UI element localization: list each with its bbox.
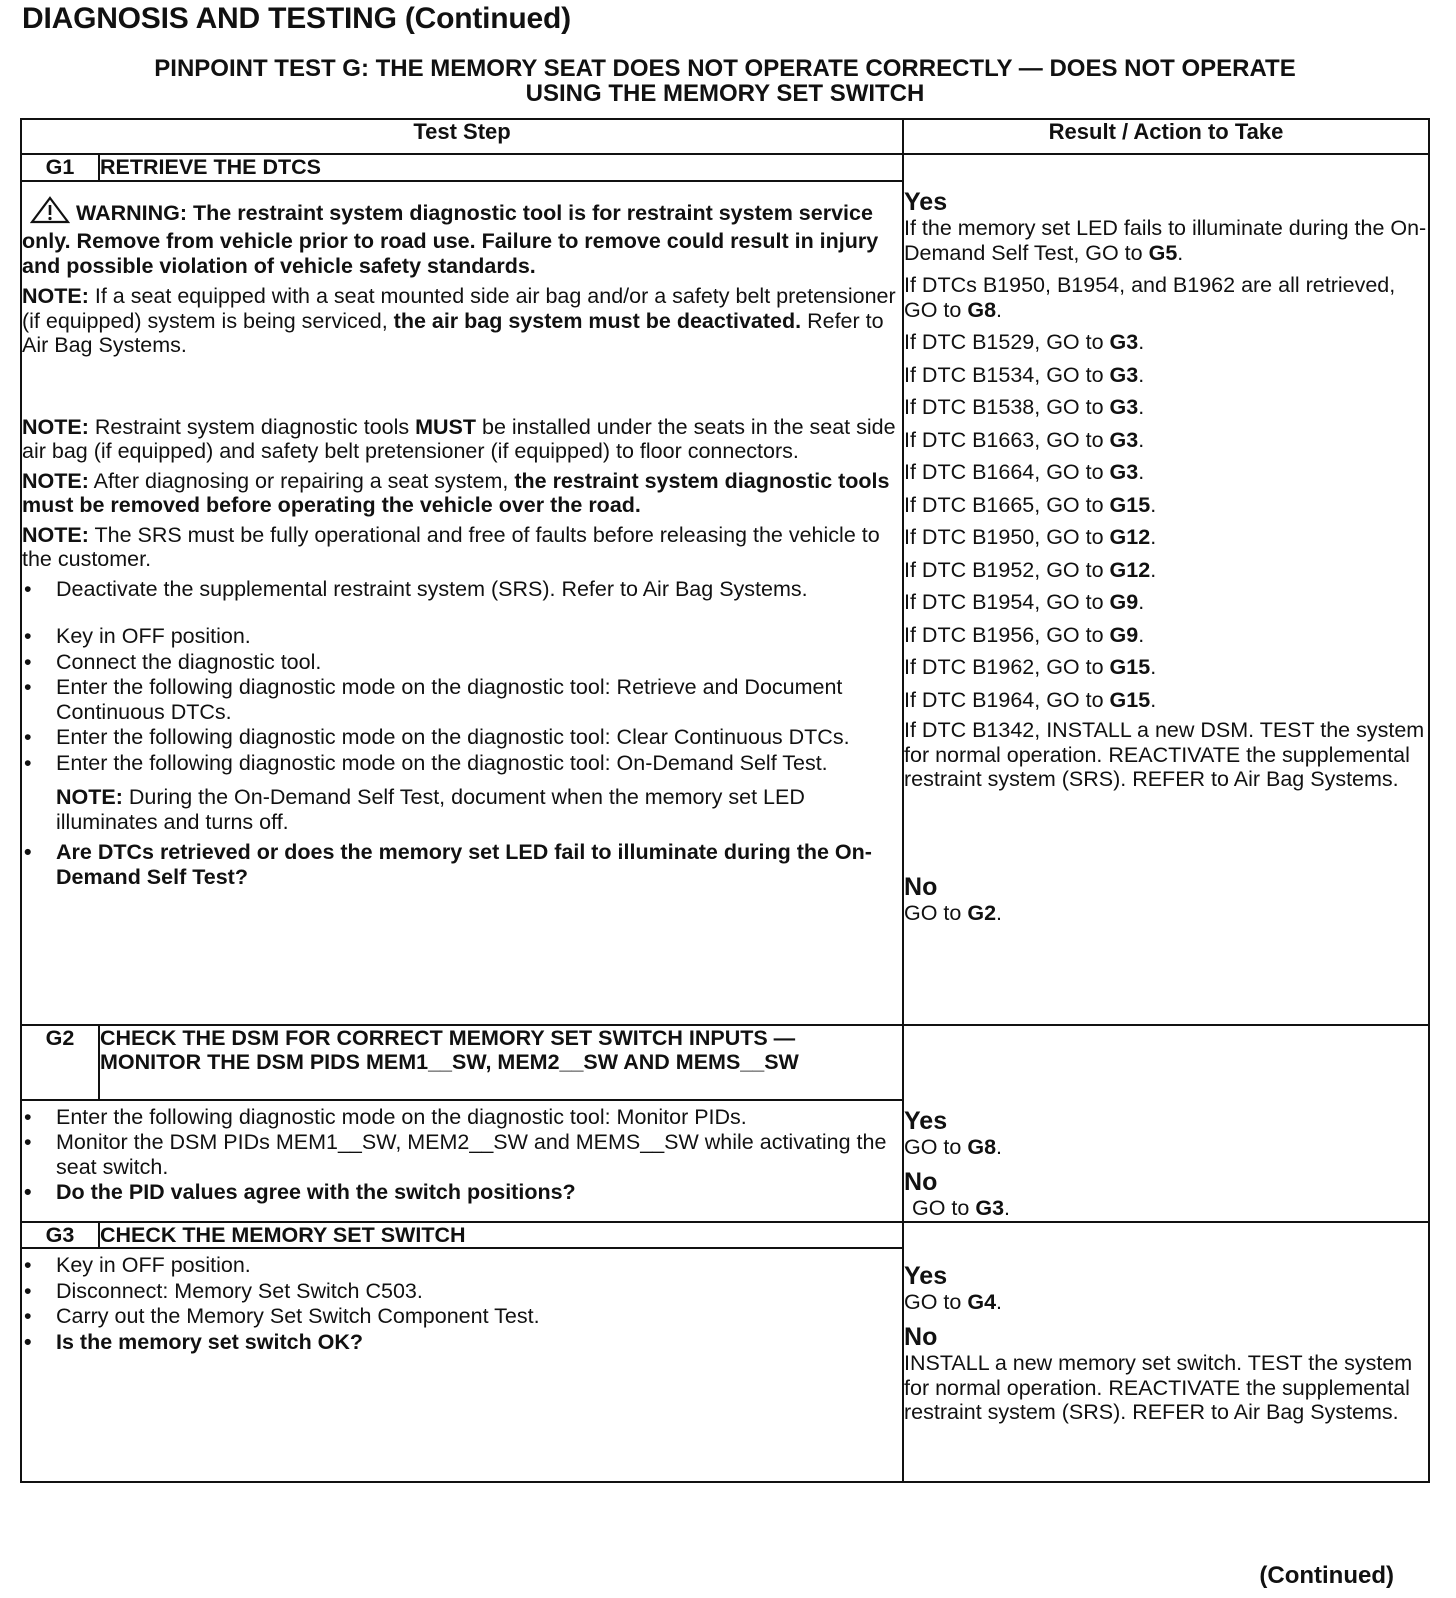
yes-label: Yes — [904, 1106, 948, 1135]
column-header-test-step: Test Step — [21, 119, 903, 154]
list-item: • Enter the following diagnostic mode on the diagnostic tool: Clear Continuous DTCs. — [22, 725, 902, 750]
step-g3-title-row — [21, 1222, 1429, 1249]
no-label: No — [904, 1323, 938, 1351]
table-header-row — [21, 119, 1429, 154]
note: NOTE: After diagnosing or repairing a seat system, the restraint system diagnostic tools must be removed before operating the vehicle over the road. — [22, 468, 890, 517]
step-id: G2 — [21, 1025, 99, 1100]
note: NOTE: Restraint system diagnostic tools MUST be installed under the seats in the seat side air bag (if equipped) and safety belt pretensioner (if equipped) to floor connectors. — [22, 414, 896, 463]
step-g2-title-row — [21, 1025, 1429, 1100]
list-item: • Carry out the Memory Set Switch Component Test. — [22, 1304, 902, 1329]
note: NOTE: The SRS must be fully operational and free of faults before releasing the vehicle to the customer. — [22, 522, 880, 571]
dtc-result-line: If DTC B1665, GO to G15. — [904, 492, 1157, 517]
list-item: • Enter the following diagnostic mode on the diagnostic tool: Monitor PIDs. — [22, 1105, 902, 1130]
pinpoint-test-table — [20, 118, 1430, 1483]
dtc-result-line: If DTC B1952, GO to G12. — [904, 557, 1157, 582]
step-bullets — [22, 840, 902, 889]
warning-triangle-icon — [30, 196, 70, 230]
dtc-result-line: If DTC B1962, GO to G15. — [904, 655, 1157, 679]
step-question: • Are DTCs retrieved or does the memory set LED fail to illuminate during the On-Demand Self Test? — [22, 840, 902, 889]
continued-footer: (Continued) — [1259, 1562, 1394, 1589]
step-bullets — [22, 1253, 902, 1354]
dtc-result-line: If DTC B1664, GO to G3. — [904, 460, 1145, 484]
dtc-result-line: If DTC B1538, GO to G3. — [904, 395, 1145, 419]
result-line: GO to G2. — [904, 900, 1003, 925]
step-question: • Is the memory set switch OK? — [22, 1330, 902, 1355]
list-item: • Key in OFF position. — [22, 624, 902, 649]
dtc-result-line: If DTC B1663, GO to G3. — [904, 427, 1145, 452]
step-g2-result — [903, 1025, 1429, 1222]
yes-label: Yes — [904, 188, 948, 216]
result-line: If DTCs B1950, B1954, and B1962 are all retrieved, GO to G8. — [904, 273, 1396, 322]
result-line: GO to G3. — [912, 1196, 1011, 1220]
dtc-result-line: If DTC B1529, GO to G3. — [904, 330, 1145, 354]
step-g3-result — [903, 1222, 1429, 1483]
step-bullets — [22, 624, 902, 775]
dtc-result-line: If DTC B1964, GO to G15. — [904, 687, 1157, 712]
list-item: • Connect the diagnostic tool. — [22, 650, 902, 675]
dtc-result-line: If DTC B1954, GO to G9. — [904, 590, 1145, 614]
dtc-result-list — [904, 330, 1428, 712]
step-g1-result — [903, 154, 1429, 1025]
no-label: No — [904, 1168, 938, 1196]
step-body — [21, 1248, 903, 1482]
step-title: RETRIEVE THE DTCS — [99, 154, 903, 181]
list-item: • Disconnect: Memory Set Switch C503. — [22, 1279, 902, 1304]
list-item: • Enter the following diagnostic mode on the diagnostic tool: On-Demand Self Test. — [22, 751, 902, 776]
column-header-result: Result / Action to Take — [903, 119, 1429, 154]
page-title: DIAGNOSIS AND TESTING (Continued) — [22, 2, 571, 35]
step-question: • Do the PID values agree with the switch positions? — [22, 1180, 902, 1205]
step-id: G1 — [21, 154, 99, 181]
dtc-result-line: If DTC B1534, GO to G3. — [904, 362, 1145, 387]
step-bullets — [22, 577, 902, 602]
step-title: CHECK THE DSM FOR CORRECT MEMORY SET SWITCH INPUTS — MONITOR THE DSM PIDS MEM1__SW, MEM2__SW AND MEMS__SW — [99, 1025, 903, 1100]
list-item: • Enter the following diagnostic mode on the diagnostic tool: Retrieve and Document Continuous DTCs. — [22, 675, 902, 724]
step-body — [21, 1100, 903, 1222]
list-item: • Monitor the DSM PIDs MEM1__SW, MEM2__SW and MEMS__SW while activating the seat switch. — [22, 1130, 902, 1179]
result-line: If DTC B1342, INSTALL a new DSM. TEST the system for normal operation. REACTIVATE the supplemental restraint system (SRS). REFER to Air Bag Systems. — [904, 718, 1425, 791]
dtc-result-line: If DTC B1950, GO to G12. — [904, 525, 1157, 549]
result-line: INSTALL a new memory set switch. TEST the system for normal operation. REACTIVATE the supplemental restraint system (SRS). REFER to Air Bag Systems. — [904, 1351, 1413, 1424]
pinpoint-test-title — [30, 56, 1420, 106]
result-line: GO to G8. — [904, 1134, 1003, 1159]
note: NOTE: During the On-Demand Self Test, document when the memory set LED illuminates and turns off. — [56, 785, 805, 834]
note: NOTE: If a seat equipped with a seat mounted side air bag and/or a safety belt pretensioner (if equipped) system is being serviced, the air bag system must be deactivated. Refer to Air Bag Systems. — [22, 284, 896, 357]
step-bullets — [22, 1105, 902, 1205]
dtc-result-line: If DTC B1956, GO to G9. — [904, 622, 1145, 647]
warning-block: WARNING: The restraint system diagnostic tool is for restraint system service only. Remove from vehicle prior to road use. Failure to remove could result in injury and possible violation of vehicle safety standards. — [22, 196, 902, 279]
result-line: If the memory set LED fails to illuminate during the On-Demand Self Test, GO to G5. — [904, 216, 1427, 265]
result-line: GO to G4. — [904, 1289, 1003, 1314]
step-id: G3 — [21, 1222, 99, 1249]
step-g1-title-row — [21, 154, 1429, 181]
step-title: CHECK THE MEMORY SET SWITCH — [99, 1222, 903, 1249]
subtitle-line-2: USING THE MEMORY SET SWITCH — [525, 80, 925, 107]
step-body — [21, 181, 903, 1025]
list-item: • Deactivate the supplemental restraint system (SRS). Refer to Air Bag Systems. — [22, 577, 902, 602]
no-label: No — [904, 872, 938, 901]
subtitle-line-1: PINPOINT TEST G: THE MEMORY SEAT DOES NOT OPERATE CORRECTLY — DOES NOT OPERATE — [154, 55, 1296, 82]
yes-label: Yes — [904, 1261, 948, 1290]
list-item: • Key in OFF position. — [22, 1253, 902, 1278]
